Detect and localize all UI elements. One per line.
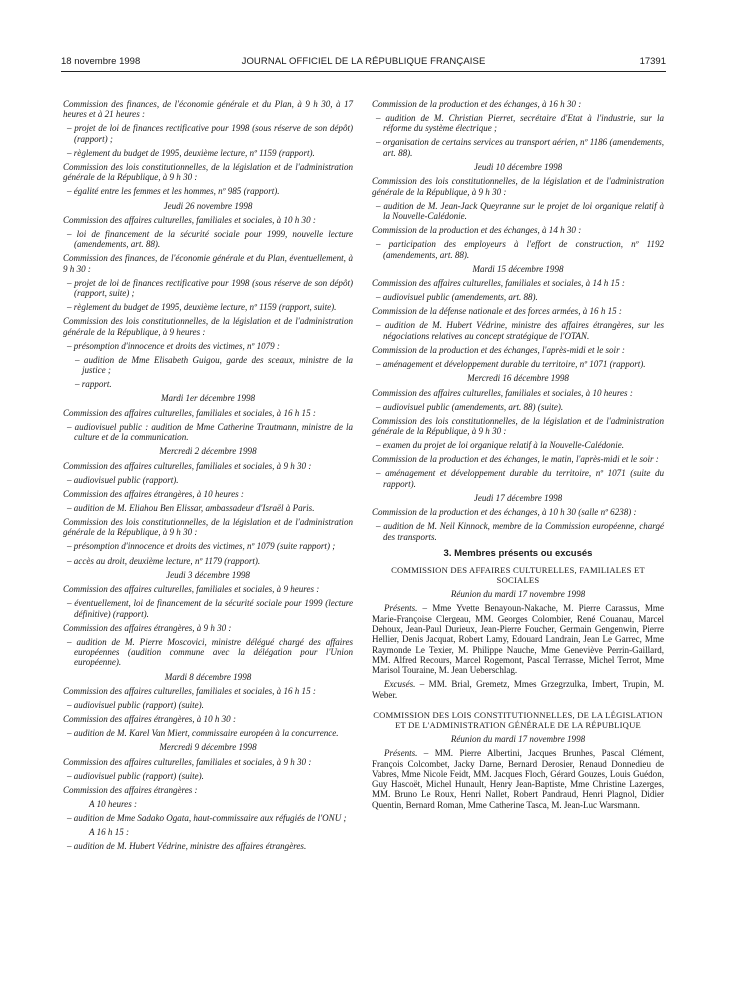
present-label: Présents. — [384, 603, 418, 614]
present-members — [372, 748, 664, 810]
agenda-item: – accès au droit, deuxième lecture, nº 1179 (rapport). — [67, 555, 261, 566]
agenda-item: – aménagement et développement durable du territoire, nº 1071 (rapport). — [376, 358, 646, 369]
agenda-subitem: – rapport. — [75, 379, 112, 390]
agenda-item: – présomption d'innocence et droits des victimes, nº 1079 : — [67, 340, 280, 351]
date-heading: Jeudi 26 novembre 1998 — [163, 200, 253, 211]
present-label: Présents. — [384, 748, 418, 759]
header-date: 18 novembre 1998 — [61, 56, 141, 67]
section-title: 3. Membres présents ou excusés — [443, 547, 593, 559]
agenda-item: – audition de M. Eliahou Ben Elissar, ambassadeur d'Israël à Paris. — [67, 502, 315, 513]
meeting-date: Réunion du mardi 17 novembre 1998 — [450, 733, 586, 744]
agenda-item: – audition de M. Hubert Védrine, ministre des affaires étrangères. — [67, 841, 307, 852]
committee-heading: Commission des lois constitutionnelles, de la législation et de l'administration générale de la République, à 9 h 30 : — [63, 161, 353, 183]
date-heading: Jeudi 10 décembre 1998 — [473, 162, 563, 173]
agenda-subitem: – audition de Mme Elisabeth Guigou, garde des sceaux, ministre de la justice ; — [75, 354, 353, 375]
agenda-item: – audition de M. Hubert Védrine, ministre des affaires étrangères, sur les négociations relatives au concept stratégique de l'OTAN. — [376, 320, 664, 341]
agenda-item: – loi de financement de la sécurité sociale pour 1999, nouvelle lecture (amendements, art. 88). — [67, 228, 353, 250]
agenda-item: – audiovisuel public (rapport) (suite). — [67, 770, 204, 781]
agenda-item: – audiovisuel public (rapport) (suite). — [67, 699, 204, 710]
present-members — [372, 603, 664, 675]
committee-heading: Commission de la production et des échanges, à 14 h 30 : — [372, 225, 582, 236]
committee-name: COMMISSION DES LOIS CONSTITUTIONNELLES, DE LA LÉGISLATION ET DE L'ADMINISTRATION GÉNÉRALE DE LA RÉPUBLIQUE — [373, 709, 663, 730]
agenda-item: – examen du projet de loi organique relatif à la Nouvelle-Calédonie. — [376, 440, 624, 451]
agenda-item: – organisation de certains services au transport aérien, nº 1186 (amendements, art. 88). — [376, 137, 664, 158]
present-list: – MM. Pierre Albertini, Jacques Brunhes, Pascal Clément, François Colcombet, Jacky Darne, Bernard Derosier, Renaud Donnedieu de Vabres, Mme Nicole Feidt, MM. Jacques Floch, Gérard Gouzes, Louis Guédon, Guy Hascoët, Michel Hunault, Henry Jean-Baptiste, Mme Christine Lazerges, MM. Bruno Le Roux, Henri Nallet, Robert Pandraud, Henri Plagnol, Didier Quentin, Bernard Roman, Mme Catherine Tasca, M. Jean-Luc Warsmann. — [372, 748, 664, 810]
committee-name: COMMISSION DES AFFAIRES CULTURELLES, FAMILIALES ET SOCIALES — [391, 565, 645, 586]
agenda-item: – éventuellement, loi de financement de la sécurité sociale pour 1999 (lecture définitive) (rapport). — [67, 598, 353, 619]
agenda-item: – participation des employeurs à l'effort de construction, nº 1192 (amendements, art. 88). — [376, 239, 664, 260]
agenda-item: – règlement du budget de 1995, deuxième lecture, nº 1159 (rapport, suite). — [67, 302, 337, 313]
committee-heading: Commission des lois constitutionnelles, de la législation et de l'administration générale de la République, à 9 h 30 : — [372, 415, 664, 436]
right-column — [372, 99, 664, 814]
agenda-item: – audiovisuel public : audition de Mme Catherine Trautmann, ministre de la culture et de la communication. — [67, 421, 353, 443]
committee-heading: Commission de la production et des échanges, le matin, l'après-midi et le soir : — [372, 454, 659, 465]
committee-heading: Commission des finances, de l'économie générale et du Plan, à 9 h 30, à 17 heures et à 21 heures : — [63, 99, 353, 120]
agenda-item: – audiovisuel public (amendements, art. 88) (suite). — [376, 401, 564, 412]
date-heading: Mardi 15 décembre 1998 — [472, 263, 564, 274]
agenda-item: – règlement du budget de 1995, deuxième lecture, nº 1159 (rapport). — [67, 147, 315, 158]
agenda-item: – aménagement et développement durable du territoire, nº 1071 (suite du rapport). — [376, 468, 664, 489]
left-column — [63, 99, 353, 855]
committee-heading: Commission des affaires culturelles, familiales et sociales, à 10 h 30 : — [63, 214, 316, 225]
agenda-item: – égalité entre les femmes et les hommes, nº 985 (rapport). — [67, 186, 280, 197]
date-heading: Mardi 8 décembre 1998 — [164, 671, 252, 682]
committee-heading: Commission de la production et des échanges, à 16 h 30 : — [372, 99, 582, 109]
excused-list: – MM. Brial, Gremetz, Mmes Grzegrzulka, Imbert, Trupin, M. Weber. — [372, 679, 664, 700]
committee-heading: Commission de la production et des échanges, à 10 h 30 (salle nº 6238) : — [372, 507, 637, 518]
committee-heading: Commission des affaires étrangères, à 10 h 30 : — [63, 714, 236, 725]
agenda-item: – audition de M. Christian Pierret, secrétaire d'Etat à l'industrie, sur la réforme du système électrique ; — [376, 113, 664, 134]
agenda-item: – projet de loi de finances rectificative pour 1998 (sous réserve de son dépôt) (rapport, suite) ; — [67, 277, 353, 299]
agenda-item: – projet de loi de finances rectificative pour 1998 (sous réserve de son dépôt) (rapport) ; — [67, 123, 353, 144]
meeting-date: Réunion du mardi 17 novembre 1998 — [450, 589, 586, 600]
committee-heading: Commission des affaires culturelles, familiales et sociales, à 9 h 30 : — [63, 460, 312, 471]
header-rule — [61, 71, 666, 72]
committee-heading: Commission des affaires culturelles, familiales et sociales, à 9 heures : — [63, 584, 320, 595]
time-subheading: A 16 h 15 : — [89, 827, 130, 838]
date-heading: Mardi 1er décembre 1998 — [160, 393, 256, 404]
right-agenda — [372, 99, 664, 542]
committee-heading: Commission des affaires culturelles, familiales et sociales, à 9 h 30 : — [63, 756, 312, 767]
committee-heading: Commission des affaires culturelles, familiales et sociales, à 10 heures : — [372, 387, 633, 398]
agenda-item: – audiovisuel public (amendements, art. 88). — [376, 292, 538, 303]
excused-members — [372, 679, 664, 700]
agenda-item: – audiovisuel public (rapport). — [67, 474, 179, 485]
excused-label: Excusés. — [384, 679, 416, 690]
present-list: – Mme Yvette Benayoun-Nakache, M. Pierre Carassus, Mme Marie-Françoise Clergeau, MM. Georges Colombier, René Couanau, Marcel Dehoux, Jean-Paul Durieux, Jean-Pierre Foucher, Germain Gengenwin, Pierre Hellier, Denis Jacquat, Robert Lamy, Edouard Landrain, Jean Le Garrec, Mme Raymonde Le Texier, M. Philippe Nauche, Mme Geneviève Perrin-Gaillard, MM. Alfred Recours, Marcel Rogemont, Pascal Terrasse, Michel Terrot, Mme Marisol Touraine, M. Jean Ueberschlag. — [372, 603, 664, 676]
agenda-item: – audition de M. Jean-Jack Queyranne sur le projet de loi organique relatif à la Nouvelle-Calédonie. — [376, 200, 664, 222]
committee-heading: Commission des affaires étrangères, à 10 heures : — [63, 488, 244, 499]
date-heading: Mercredi 2 décembre 1998 — [159, 446, 257, 457]
committee-heading: Commission des lois constitutionnelles, de la législation et de l'administration générale de la République, à 9 h 30 : — [372, 176, 664, 197]
committee-heading: Commission des affaires étrangères : — [63, 784, 198, 795]
agenda-item: – audition de M. Karel Van Miert, commissaire européen à la concurrence. — [67, 728, 339, 739]
agenda-item: – audition de M. Neil Kinnock, membre de la Commission européenne, chargé des transports. — [376, 521, 664, 542]
page-header — [61, 56, 666, 70]
agenda-item: – audition de Mme Sadako Ogata, haut-commissaire aux réfugiés de l'ONU ; — [67, 813, 347, 824]
header-page-number: 17391 — [639, 56, 666, 67]
committee-heading: Commission de la production et des échanges, l'après-midi et le soir : — [372, 344, 625, 355]
agenda-item: – audition de M. Pierre Moscovici, ministre délégué chargé des affaires européennes (audition commune avec la délégation pour l'Union européenne). — [67, 636, 353, 668]
agenda-item: – présomption d'innocence et droits des victimes, nº 1079 (suite rapport) ; — [67, 541, 336, 552]
committee-heading: Commission des affaires culturelles, familiales et sociales, à 14 h 15 : — [372, 278, 625, 289]
date-heading: Jeudi 17 décembre 1998 — [473, 492, 563, 503]
committee-heading: Commission des affaires étrangères, à 9 h 30 : — [63, 622, 232, 633]
committee-heading: Commission des finances, de l'économie générale et du Plan, éventuellement, à 9 h 30 : — [63, 253, 353, 274]
committee-heading: Commission de la défense nationale et des forces armées, à 16 h 15 : — [372, 306, 622, 317]
time-subheading: A 10 heures : — [89, 799, 137, 810]
committee-heading: Commission des affaires culturelles, familiales et sociales, à 16 h 15 : — [63, 407, 316, 418]
date-heading: Jeudi 3 décembre 1998 — [166, 569, 250, 580]
header-title: JOURNAL OFFICIEL DE LA RÉPUBLIQUE FRANÇAISE — [241, 56, 486, 67]
committee-heading: Commission des lois constitutionnelles, de la législation et de l'administration générale de la République, à 9 h 30 : — [63, 517, 353, 538]
date-heading: Mercredi 9 décembre 1998 — [159, 742, 257, 753]
date-heading: Mercredi 16 décembre 1998 — [467, 373, 569, 384]
committee-heading: Commission des lois constitutionnelles, de la législation et de l'administration générale de la République, à 9 heures : — [63, 316, 353, 337]
committee-heading: Commission des affaires culturelles, familiales et sociales, à 16 h 15 : — [63, 685, 316, 696]
